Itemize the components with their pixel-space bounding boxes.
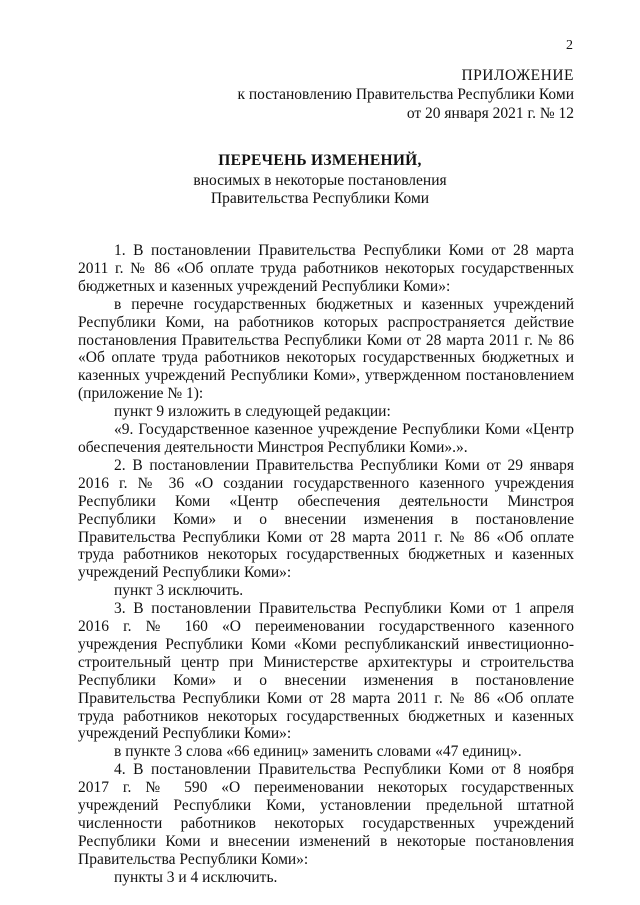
title-subtitle-2: Правительства Республики Коми: [210, 190, 430, 207]
title-subtitle-1: вносимых в некоторые постановления: [193, 172, 447, 189]
paragraph-2-item: пункт 3 исключить.: [114, 582, 244, 600]
paragraph-2: 2. В постановлении Правительства Республики Коми от 29 января 2016 г. № 36 «О создании государственного казенного учреждения Республики Коми «Центр обеспечения деятельности Минстроя Республики Коми» и о внесении изменения в постановление Правительства Республики Коми от 28 марта 2011 г. № 86 «Об оплате труда работников некоторых государственных бюджетных и казенных учреждений Республики Коми»:: [78, 456, 574, 582]
paragraph-3-item: в пункте 3 слова «66 единиц» заменить словами «47 единиц».: [114, 743, 522, 761]
paragraph-1-new-text: «9. Государственное казенное учреждение Республики Коми «Центр обеспечения деятельности Минстроя Республики Коми».».: [78, 421, 574, 456]
paragraph-4: 4. В постановлении Правительства Республики Коми от 8 ноября 2017 г. № 590 «О переименовании некоторых государственных учреждений Республики Коми, установлении предельной штатной численности работников некоторых государственных учреждений Республики Коми и внесении изменений в некоторые постановления Правительства Республики Коми»:: [78, 761, 574, 868]
paragraph-4-item: пункты 3 и 4 исключить.: [114, 868, 278, 886]
page-number: 2: [566, 38, 573, 53]
appendix-label: ПРИЛОЖЕНИЕ: [461, 67, 574, 84]
document-body: [78, 242, 574, 887]
paragraph-3: 3. В постановлении Правительства Республики Коми от 1 апреля 2016 г. № 160 «О переименовании государственного казенного учреждения Республики Коми «Коми республиканский инвестиционно-строительный центр при Министерстве архитектуры и строительства Республики Коми» и о внесении изменения в постановление Правительства Республики Коми от 28 марта 2011 г. № 86 «Об оплате труда работников некоторых государственных бюджетных и казенных учреждений Республики Коми»:: [78, 600, 574, 743]
appendix-header: [237, 66, 574, 123]
document-title: [0, 152, 640, 208]
paragraph-1: 1. В постановлении Правительства Республики Коми от 28 марта 2011 г. № 86 «Об оплате труда работников некоторых государственных бюджетных и казенных учреждений Республики Коми»:: [78, 242, 574, 295]
paragraph-1-list: в перечне государственных бюджетных и казенных учреждений Республики Коми, на работников которых распространяется действие постановления Правительства Республики Коми от 28 марта 2011 г. № 86 «Об оплате труда работников некоторых государственных бюджетных и казенных учреждений Республики Коми», утвержденном постановлением (приложение № 1):: [78, 295, 574, 403]
appendix-date: от 20 января 2021 г. № 12: [406, 105, 574, 122]
title-main: ПЕРЕЧЕНЬ ИЗМЕНЕНИЙ,: [218, 152, 422, 169]
paragraph-1-item: пункт 9 изложить в следующей редакции:: [114, 403, 391, 421]
appendix-reference: к постановлению Правительства Республики Коми: [237, 86, 574, 103]
